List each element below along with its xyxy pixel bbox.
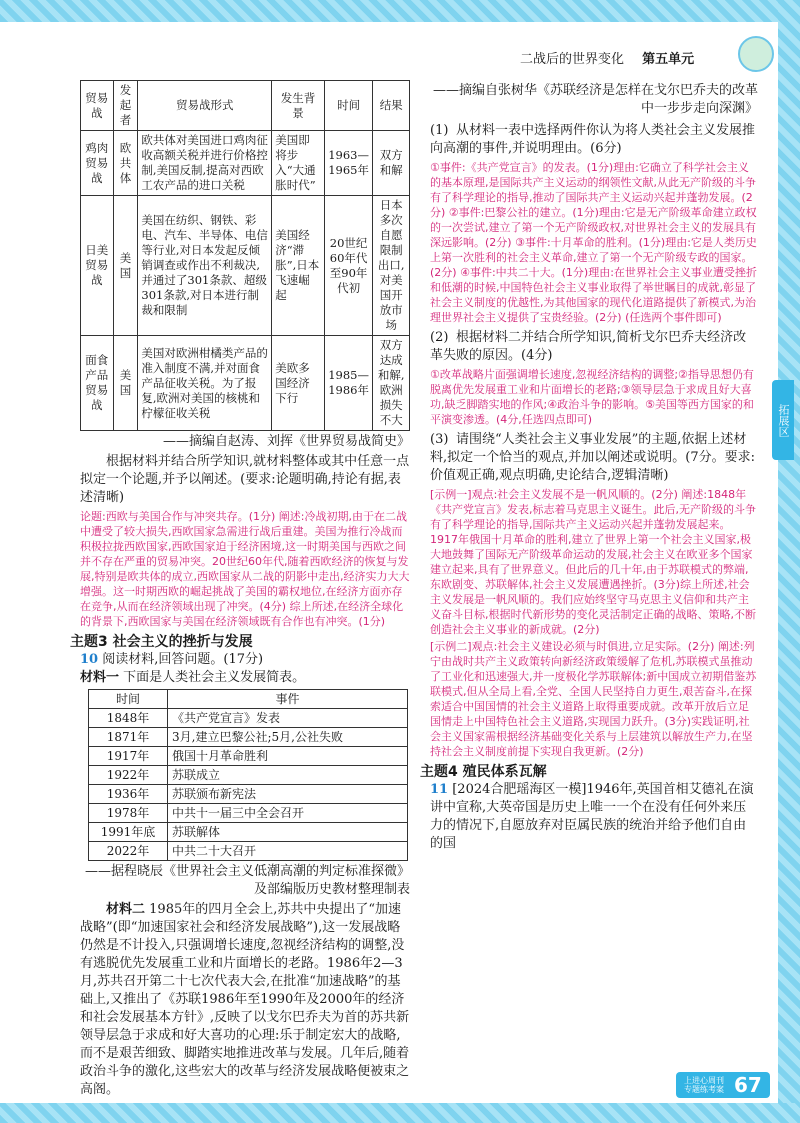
table-cell: 1991年底 bbox=[89, 823, 168, 842]
table-header: 贸易战 bbox=[81, 81, 114, 131]
material-two bbox=[80, 901, 410, 1099]
sub-question-number: (1) bbox=[430, 123, 449, 138]
page-border-bottom bbox=[0, 1103, 800, 1123]
sub-question-number: (3) bbox=[430, 432, 449, 447]
material-source: ——据程晓辰《世界社会主义低潮高潮的判定标准探微》及部编版历史教材整理制表 bbox=[84, 864, 410, 897]
table-header: 发起者 bbox=[113, 81, 138, 131]
table-header: 发生背景 bbox=[272, 81, 325, 131]
trade-war-table bbox=[80, 80, 410, 431]
sub-question-number: (2) bbox=[430, 330, 449, 345]
table-row bbox=[89, 728, 408, 747]
table-cell: 欧共体对美国进口鸡肉征收高额关税并进行价格控制,美国反制,提高对西欧工农产品的进口关税 bbox=[138, 131, 272, 196]
table-cell: 中共二十大召开 bbox=[168, 842, 408, 861]
table-cell: 美国对欧洲柑橘类产品的准入制度不满,并对面食产品征收关税。为了报复,欧洲对美国的核桃和柠檬征收关税 bbox=[138, 336, 272, 431]
table-row bbox=[89, 842, 408, 861]
table-header: 贸易战形式 bbox=[138, 81, 272, 131]
question-eleven bbox=[430, 781, 758, 853]
table-cell: 中共十一届三中全会召开 bbox=[168, 804, 408, 823]
table-cell: 美国在纺织、钢铁、彩电、汽车、半导体、电信等行业,对日本发起反倾销调查或作出不利裁决,并通过了301条款、超级301条款,对日本进行制裁和限制 bbox=[138, 196, 272, 336]
answer-text: [示例一]观点:社会主义发展不是一帆风顺的。(2分) 阐述:1848年《共产党宣言》发表,标志着马克思主义诞生。此后,无产阶级的斗争有了科学理论的指导,国际共产主义运动兴起并蓬勃发展起来。1917年俄国十月革命的胜利,建立了世界上第一个社会主义国家,极大地鼓舞了国际无产阶级革命运动的发展,社会主义在欧亚多个国家建立起来,具有了世界意义。但此后的几十年,由于苏联模式的弊端,东欧剧变、苏联解体,社会主义发展遭遇挫折。(3分)综上所述,社会主义发展是一帆风顺的。我们应始终坚守马克思主义信仰和共产主义奋斗目标,根据时代新形势的变化灵活制定正确的战略、策略,不断创造社会主义事业的新成就。(2分) bbox=[430, 488, 756, 636]
sub-question-text: 从材料一表中选择两件你认为将人类社会主义发展推向高潮的事件,并说明理由。(6分) bbox=[430, 123, 756, 156]
table-cell: 20世纪60年代至90年代初 bbox=[324, 196, 373, 336]
table-cell: 双方达成和解,欧洲损失不大 bbox=[373, 336, 410, 431]
table-row bbox=[81, 131, 410, 196]
table-cell: 日美贸易战 bbox=[81, 196, 114, 336]
table-cell: 1985—1986年 bbox=[324, 336, 373, 431]
material-label: 材料二 bbox=[106, 902, 146, 917]
answer-text: [示例二]观点:社会主义建设必须与时俱进,立足实际。(2分) 阐述:列宁由战时共产主义政策转向新经济政策缓解了危机,苏联模式虽推动了工业化和迅速强大,并一度极化学苏联解体;新中国成立初期借鉴苏联模式,但从全局上看,全党、全国人民坚持自力更生,艰苦奋斗,在探索适合中国国情的社会主义道路上取得重要成就。改革开放后立足国情走上中国特色社会主义道路,实现国力跃升。(3分)实践证明,社会主义国家需根据经济基础变化关系与上层建筑以解放生产力,在坚持社会主义制度前提下实现自我更新。(2分) bbox=[430, 640, 757, 758]
material-two-text: 1985年的四月全会上,苏共中央提出了“加速战略”(即“加速国家社会和经济发展战略”),这一发展战略仍然是不计投入,只强调增长速度,忽视经济结构的调整,没有逃脱优先发展重工业和片面增长的老路。1986年2—3月,苏共召开第二十七次代表大会,在批准“加速战略”的基础上,又推出了《苏联1986年至1990年及2000年的经济和社会发展基本方针》,反映了以戈尔巴乔夫为首的苏共新领导层急于求成和好大喜功的心理:乐于制定宏大的战略,而不是艰苦细致、脚踏实地推进改革与发展。几年后,随着政治斗争的激化,这些宏大的改革与经济发展战略便被束之高阁。 bbox=[80, 902, 410, 1097]
table-cell: 1922年 bbox=[89, 766, 168, 785]
table-cell: 面食产品贸易战 bbox=[81, 336, 114, 431]
table-row bbox=[89, 823, 408, 842]
table-cell: 1936年 bbox=[89, 785, 168, 804]
question-text: [2024合肥瑶海区一模]1946年,英国首相艾德礼在演讲中宣称,大英帝国是历史上唯一一个在没有任何外来压力的情况下,自愿放弃对臣属民族的统治并给予他们自由的国 bbox=[430, 782, 754, 851]
answer-text: 论题:西欧与美国合作与冲突共存。(1分) 阐述:冷战初期,由于在二战中遭受了较大损失,西欧国家急需进行战后重建。美国为推行冷战而积极拉拢西欧国家,西欧国家迫于经济困境,这一时期美国与西欧之间并不存在严重的贸易冲突。20世纪60年代,随着西欧经济的恢复与发展,特别是欧共体的成立,西欧国家从二战的阴影中走出,经济实力大大增强。这一时期西欧的崛起挑战了美国的霸权地位,在经济方面亦存在竞争,从而在经济领域出现了冲突。(4分) 综上所述,在经济全球化的背景下,西欧国家与美国在经济领域既有合作也有冲突。(1分) bbox=[80, 510, 410, 628]
answer-text: ①改革战略片面强调增长速度,忽视经济结构的调整;②指导思想仍有脱离优先发展重工业和片面增长的老路;③领导层急于求成且好大喜功,缺乏脚踏实地的作风;④政治斗争的影响。⑤美国等西方国家的和平演变渗透。(4分,任选四点即可) bbox=[430, 368, 754, 426]
sub-question bbox=[430, 431, 758, 485]
table-row bbox=[81, 196, 410, 336]
table-cell: 苏联成立 bbox=[168, 766, 408, 785]
table-cell: 1963—1965年 bbox=[324, 131, 373, 196]
material-label: 材料一 bbox=[80, 670, 120, 685]
answer-text: ①事件:《共产党宣言》的发表。(1分)理由:它确立了科学社会主义的基本原理,是国际共产主义运动的纲领性文献,从此无产阶级的斗争有了科学理论的指导,推动了国际共产主义运动兴起并蓬勃发展。(2分) ②事件:巴黎公社的建立。(1分)理由:它是无产阶级革命建立政权的一次尝试,建立了第一个无产阶级政权,对世界社会主义的发展具有深远影响。(2分) ③事件:十月革命的胜利。(1分)理由:它是人类历史上第一次胜利的社会主义革命,建立了第一个无产阶级专政的国家。(2分) ④事件:中共二十大。(1分)理由:在世界社会主义事业遭受挫折和低潮的时候,中国特色社会主义事业取得了举世瞩目的成就,彰显了社会主义制度的优越性,为其他国家的现代化道路提供了新模式,为治理世界社会主义提供了宝贵经验。(2分) (任选两个事件即可) bbox=[430, 161, 757, 324]
unit-title: 第五单元 bbox=[642, 52, 695, 67]
sub-question-text: 根据材料二并结合所学知识,简析戈尔巴乔夫经济改革失败的原因。(4分) bbox=[430, 330, 747, 363]
page-border-top bbox=[0, 0, 800, 22]
theme-heading: 主题3 社会主义的挫折与发展 bbox=[70, 634, 253, 650]
page-footer bbox=[676, 1072, 770, 1098]
page-number: 67 bbox=[734, 1073, 762, 1097]
table-row bbox=[89, 709, 408, 728]
running-header bbox=[520, 48, 694, 67]
table-cell: 双方和解 bbox=[373, 131, 410, 196]
question-text: 根据材料并结合所学知识,就材料整体或其中任意一点拟定一个论题,并予以阐述。(要求:论题明确,持论有据,表述清晰) bbox=[80, 454, 410, 505]
table-cell: 1978年 bbox=[89, 804, 168, 823]
table-cell: 美国即将步入“大通胀时代” bbox=[272, 131, 325, 196]
table-cell: 欧共体 bbox=[113, 131, 138, 196]
theme-heading: 主题4 殖民体系瓦解 bbox=[420, 764, 547, 780]
material-source: ——摘编自张树华《苏联经济是怎样在戈尔巴乔夫的改革中一步步走向深渊》 bbox=[432, 83, 758, 116]
table-header: 事件 bbox=[168, 690, 408, 709]
table-header: 时间 bbox=[89, 690, 168, 709]
section-title: 二战后的世界变化 bbox=[520, 52, 625, 67]
footer-brand: 上进心周刊 专题练考案 bbox=[684, 1076, 724, 1094]
question-number: 11 bbox=[430, 782, 449, 797]
right-column bbox=[420, 80, 758, 853]
table-row bbox=[89, 766, 408, 785]
sub-question bbox=[430, 329, 758, 365]
left-column bbox=[70, 80, 410, 1099]
question-stem bbox=[80, 651, 410, 669]
table-cell: 日本多次自愿限制出口,对美国开放市场 bbox=[373, 196, 410, 336]
table-cell: 2022年 bbox=[89, 842, 168, 861]
table-row bbox=[89, 785, 408, 804]
table-cell: 俄国十月革命胜利 bbox=[168, 747, 408, 766]
table-cell: 苏联解体 bbox=[168, 823, 408, 842]
socialism-events-table bbox=[88, 689, 408, 861]
question-stem-text: 阅读材料,回答问题。(17分) bbox=[102, 652, 264, 667]
table-cell: 1871年 bbox=[89, 728, 168, 747]
sub-question bbox=[430, 122, 758, 158]
table-row bbox=[89, 747, 408, 766]
mascot-icon bbox=[738, 36, 774, 72]
table-header: 结果 bbox=[373, 81, 410, 131]
table-cell: 美欧多国经济下行 bbox=[272, 336, 325, 431]
page-border-right bbox=[778, 0, 800, 1123]
question-number: 10 bbox=[80, 652, 99, 667]
table-cell: 美国 bbox=[113, 196, 138, 336]
table-header: 时间 bbox=[324, 81, 373, 131]
table-cell: 苏联颁布新宪法 bbox=[168, 785, 408, 804]
table-cell: 3月,建立巴黎公社;5月,公社失败 bbox=[168, 728, 408, 747]
table-header-row bbox=[81, 81, 410, 131]
table-cell: 美国 bbox=[113, 336, 138, 431]
table-cell: 鸡肉贸易战 bbox=[81, 131, 114, 196]
table-row bbox=[81, 336, 410, 431]
material-one bbox=[80, 669, 410, 687]
material-intro: 下面是人类社会主义发展简表。 bbox=[123, 670, 306, 685]
table-cell: 美国经济“滞胀”,日本飞速崛起 bbox=[272, 196, 325, 336]
table-source: ——摘编自赵涛、刘挥《世界贸易战简史》 bbox=[162, 434, 410, 449]
table-cell: 1848年 bbox=[89, 709, 168, 728]
table-cell: 《共产党宣言》发表 bbox=[168, 709, 408, 728]
side-tab: 拓展区 bbox=[772, 380, 794, 460]
table-row bbox=[89, 804, 408, 823]
table-header-row bbox=[89, 690, 408, 709]
sub-question-text: 请围绕“人类社会主义事业发展”的主题,依据上述材料,拟定一个恰当的观点,并加以阐述或说明。(7分。要求:价值观正确,观点明确,史论结合,逻辑清晰) bbox=[430, 432, 755, 483]
table-cell: 1917年 bbox=[89, 747, 168, 766]
